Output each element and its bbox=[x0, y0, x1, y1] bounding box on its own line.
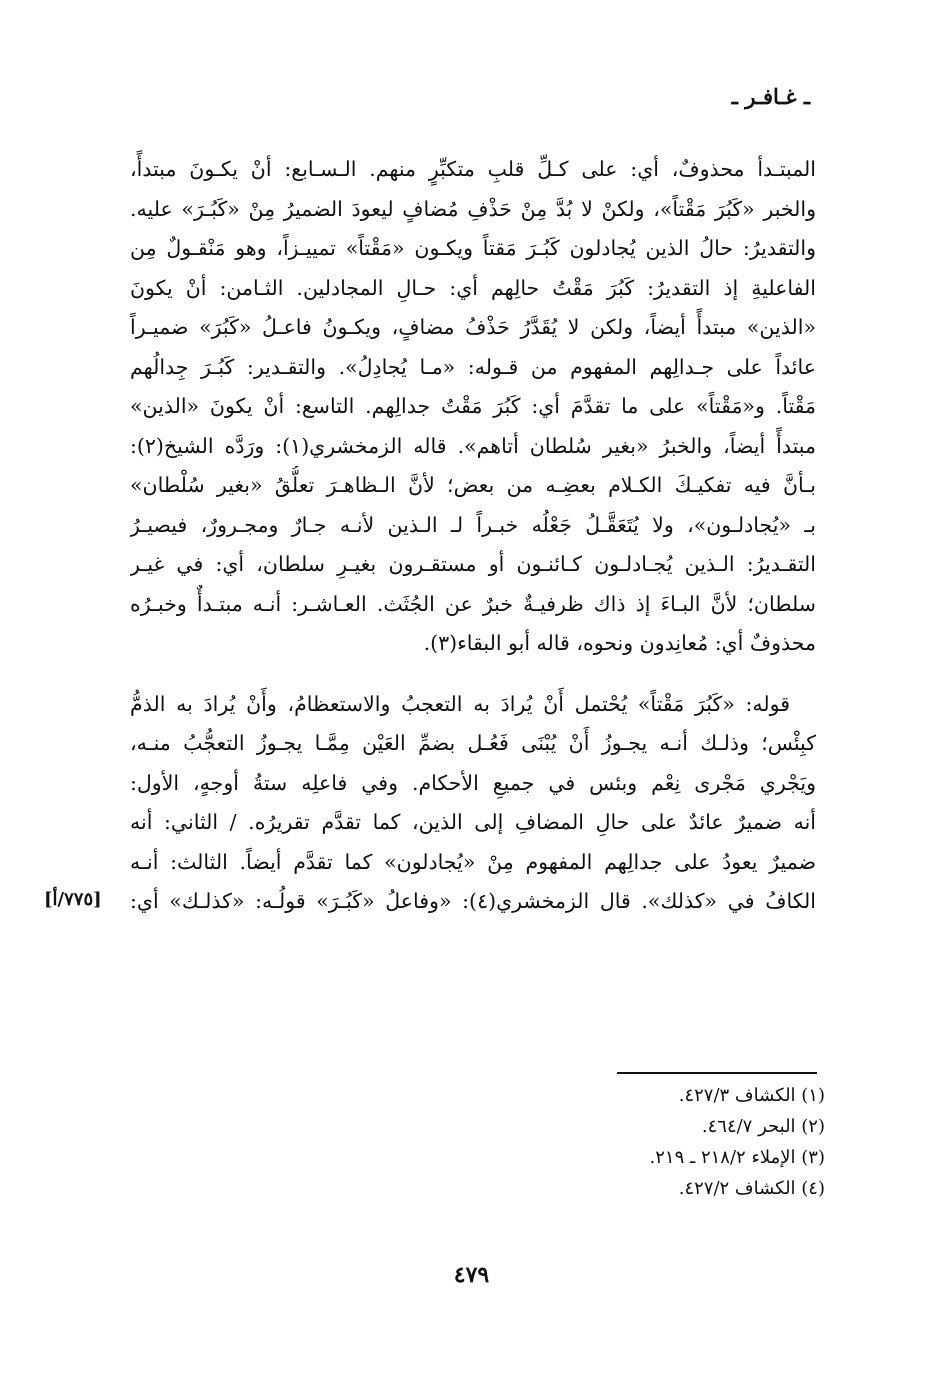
text-line: ضميرٌ يعودُ على جدالِهم المفهوم مِنْ «يُجادلون» كما تقدَّم أيضاً. الثالث: أنـه bbox=[130, 849, 816, 874]
footnote: (٤) الكشاف ٤٢٧/٢. bbox=[678, 1178, 825, 1199]
paragraph-gap bbox=[130, 664, 816, 685]
text-line: الكافُ في «كذلك». قال الزمخشري(٤): «وفاعلُ «كَبُـرَ» قولُـه: «كذلـك» أي: bbox=[130, 889, 816, 913]
text-line: بـ «يُجادلـون»، ولا يُتَعَقَّـلُ جَعْلُه خبـراً لـ الـذين لأنـه جـارٌ ومجـرورٌ، فيصيـرُ bbox=[130, 512, 816, 537]
paragraph bbox=[130, 685, 816, 922]
text-line: والخبر «كَبُرَ مَقْتاً»، ولكنْ لا بُدَّ مِنْ حَذْفِ مُضافٍ ليعودَ الضميرُ مِنْ «كَبُـرَ» عليه. bbox=[130, 196, 816, 221]
footnote: (١) الكشاف ٤٢٧/٣. bbox=[678, 1085, 825, 1106]
text-line: كبِئْس؛ وذلـك أنـه يجـوزُ أَنْ يُبْنَى فَعُـل بضمِّ العَيْن مِمَّـا يجـوزُ التعجُّبُ منـه، bbox=[130, 731, 816, 755]
text-line: مَقْتاً. و«مَقْتاً» على ما تقدَّمَ أي: كَبُرَ مَقْتُ جدالِهم. التاسع: أنْ يكونَ «الذين» bbox=[130, 394, 816, 418]
text-line: الفاعليةِ إذ التقديرُ: كَبُرَ مَقْتُ حالِهم أي: حـالِ المجادلين. الثـامن: أنْ يكونَ bbox=[130, 275, 816, 300]
text-line: بـأنَّ فيه تفكيـكَ الكـلام بعضِـه من بعض؛ لأنَّ الـظاهـرَ تعلُّقُ «بغير سُلْطان» bbox=[130, 473, 816, 497]
manuscript-folio-marker: [٧٧٥/أ] bbox=[44, 889, 102, 910]
text-line: قوله: «كَبُرَ مَقْتاً» يُحْتمل أَنْ يُرادَ به التعجبُ والاستعظامُ، وأَنْ يُرادَ به الذمُّ bbox=[130, 691, 790, 716]
text-line: أنه ضميرٌ عائدٌ على حالِ المضافِ إلى الذين، كما تقدَّم تقريرُه. / الثاني: أنه bbox=[130, 810, 816, 834]
footnotes bbox=[650, 1080, 826, 1204]
text-line: ويَجْري مَجْرى نِعْم وبئس في جميعِ الأحكام. وفي فاعلِه ستةُ أوجهٍ، الأول: bbox=[130, 770, 816, 795]
text-line: محذوفٌ أي: مُعانِدون ونحوه، قاله أبو البقاء(٣). bbox=[423, 631, 816, 655]
page-number: ٤٧٩ bbox=[453, 1262, 490, 1288]
text-line: عائداً على جـدالِهم المفهوم من قـوله: «مـا يُجادِلُ». والتقـدير: كَبُـرَ جِدالُهم bbox=[130, 354, 816, 379]
main-text bbox=[130, 150, 816, 922]
footnote: (٣) الإملاء ٢١٨/٢ ـ ٢١٩. bbox=[649, 1147, 825, 1168]
text-line: التقـديرُ: الـذين يُجـادلـون كـائنـون أو مستقـرون بغيـرِ سلطان، أي: في غيـر bbox=[130, 552, 816, 576]
text-line: سلطان؛ لأنَّ البـاءَ إذ ذاك ظرفيـةٌ خبرٌ عن الجُثَث. العـاشـر: أنـه مبتـدأٌ وخبـرُه bbox=[130, 591, 816, 616]
text-line: والتقديرُ: حالُ الذين يُجادلون كَبُـرَ مَقتاً ويكـون «مَقْتاً» تمييـزاً، وهو مَنْقـولٌ مِن bbox=[130, 236, 816, 260]
paragraph bbox=[130, 150, 816, 664]
running-header: ـ غـافـر ـ bbox=[731, 84, 810, 109]
footnote-divider bbox=[617, 1072, 817, 1074]
text-line: «الذين» مبتدأً أيضاً، ولكن لا يُقَدَّرُ حَذْفُ مضافٍ، ويكـونُ فاعـلُ «كَبُرَ» ضميـراً bbox=[130, 315, 816, 339]
text-line: مبتدأً أيضاً، والخبرُ «بغير سُلطان أتاهم». قاله الزمخشري(١): ورَدَّه الشيخ(٢): bbox=[130, 433, 816, 458]
text-line: المبتـدأ محذوفٌ، أي: على كـلِّ قلبِ متكبِّرٍ منهم. الـسـابع: أنْ يكـونَ مبتدأً، bbox=[130, 157, 816, 181]
footnote: (٢) البحر ٤٦٤/٧. bbox=[701, 1116, 825, 1137]
